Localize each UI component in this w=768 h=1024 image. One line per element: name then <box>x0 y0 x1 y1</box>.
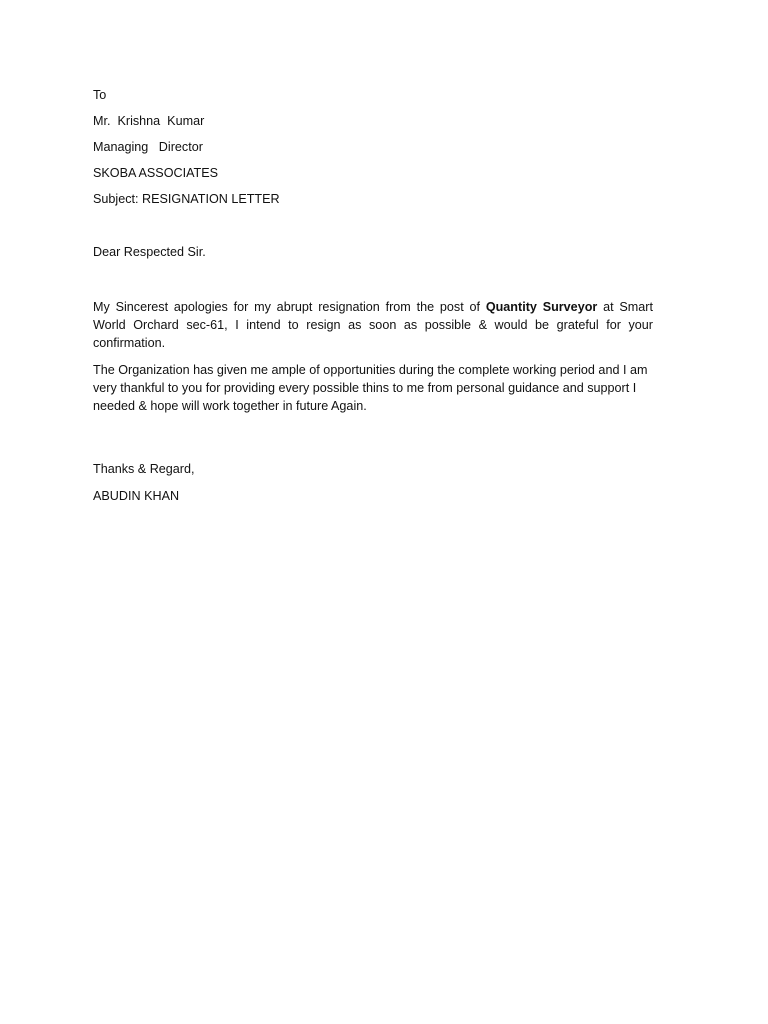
to-label: To <box>93 88 107 102</box>
company-name: SKOBA ASSOCIATES <box>93 166 219 180</box>
closing: Thanks & Regard, <box>93 462 195 476</box>
signature-name: ABUDIN KHAN <box>93 489 180 503</box>
subject-line: Subject: RESIGNATION LETTER <box>93 192 280 206</box>
recipient-name: Mr. Krishna Kumar <box>93 114 205 128</box>
para1-text-end: at Smart World Orchard sec-61, I intend to resign as soon as possible & would be grateful for your confirmation. <box>93 300 653 350</box>
salutation: Dear Respected Sir. <box>93 245 206 259</box>
para1-text-start: My Sincerest apologies for my abrupt resignation from the post of <box>93 300 486 314</box>
job-title: Quantity Surveyor <box>485 300 598 314</box>
para2-line-3: needed & hope will work together in future Again. <box>93 399 367 413</box>
para2-line-2: very thankful to you for providing every possible thins to me from personal guidance and support I <box>93 381 637 395</box>
recipient-title: Managing Director <box>93 140 203 154</box>
para2-line-1: The Organization has given me ample of opportunities during the complete working period and I am <box>93 363 648 377</box>
body-paragraph-1 <box>93 298 653 352</box>
